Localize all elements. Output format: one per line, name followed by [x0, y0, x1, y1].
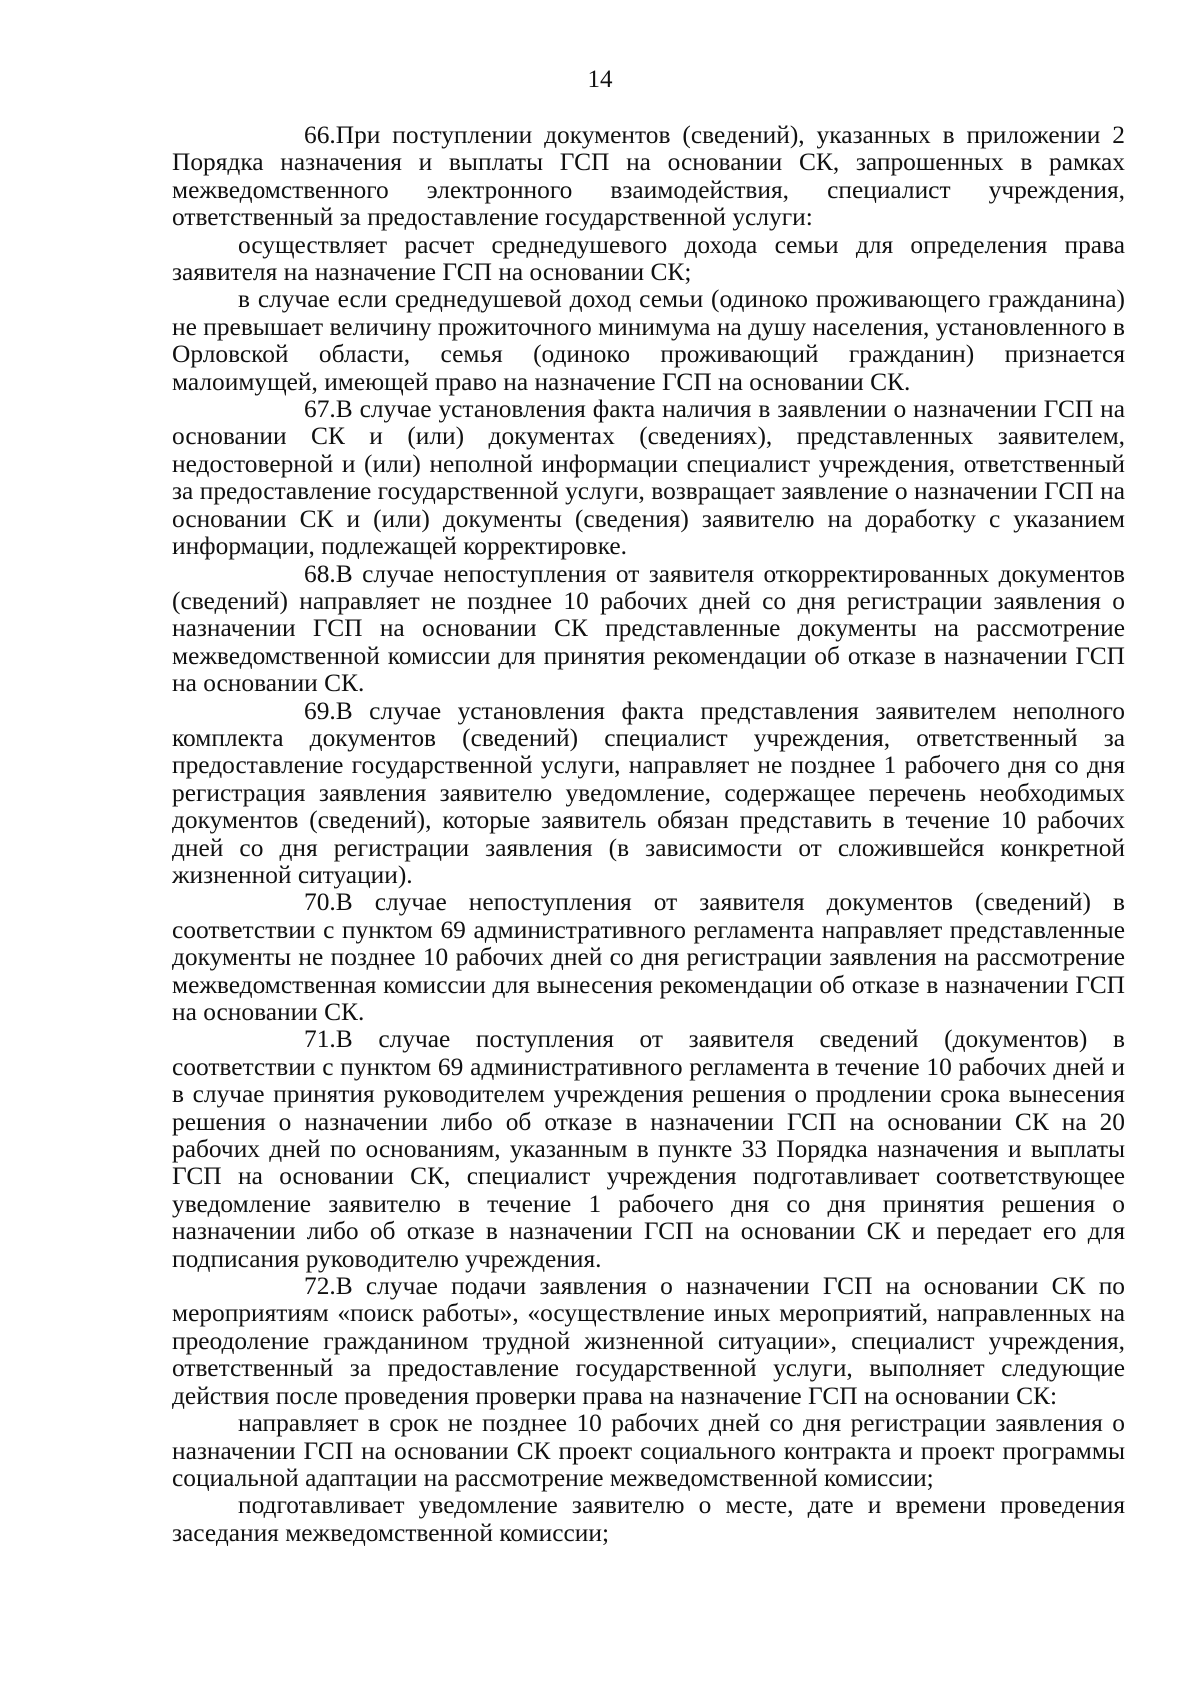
paragraph-text: В случае поступления от заявителя сведений (документов) в соответствии с пунктом 69 административного регламента в течение 10 рабочих дней и в случае принятия руководителем учреждения решения о продлении срока вынесения решения о назначении либо об отказе в назначении ГСП на основании СК на 20 рабочих дней по основаниям, указанным в пункте 33 Порядка назначения и выплаты ГСП на основании СК, специалист учреждения подготавливает соответствующее уведомление заявителю в течение 1 рабочего дня со дня принятия решения о назначении либо об отказе в назначении ГСП на основании СК и передает его для подписания руководителю учреждения.: [172, 1025, 1125, 1273]
paragraph-67: [172, 396, 1125, 560]
paragraph-text: В случае установления факта представления заявителем неполного комплекта документов (сведений) специалист учреждения, ответственный за предоставление государственной услуги, направляет не позднее 1 рабочего дня со дня регистрация заявления заявителю уведомление, содержащее перечень необходимых документов (сведений), которые заявитель обязан представить в течение 10 рабочих дней со дня регистрации заявления (в зависимости от сложившейся конкретной жизненной ситуации).: [172, 696, 1125, 889]
paragraph-number: 68.: [304, 559, 336, 588]
paragraph-66-item-1: [172, 232, 1125, 287]
paragraph-number: 69.: [304, 696, 336, 725]
paragraph-70: [172, 889, 1125, 1026]
paragraph-text: В случае непоступления от заявителя откорректированных документов (сведений) направляет не позднее 10 рабочих дней со дня регистрации заявления о назначении ГСП на основании СК представленные документы на рассмотрение межведомственной комиссии для принятия рекомендации об отказе в назначении ГСП на основании СК.: [172, 559, 1125, 698]
paragraph-72-item-1: [172, 1410, 1125, 1492]
paragraph-66: [172, 122, 1125, 232]
paragraph-72-item-2: [172, 1492, 1125, 1547]
paragraph-number: 70.: [304, 888, 336, 917]
paragraph-text: В случае установления факта наличия в заявлении о назначении ГСП на основании СК и (или) документах (сведениях), представленных заявителем, недостоверной и (или) неполной информации специалист учреждения, ответственный за предоставление государственной услуги, возвращает заявление о назначении ГСП на основании СК и (или) документы (сведения) заявителю на доработку с указанием информации, подлежащей корректировке.: [172, 395, 1125, 561]
paragraph-text: осуществляет расчет среднедушевого дохода семьи для определения права заявителя на назначение ГСП на основании СК;: [172, 230, 1125, 287]
paragraph-68: [172, 561, 1125, 698]
paragraph-text: подготавливает уведомление заявителю о месте, дате и времени проведения заседания межведомственной комиссии;: [172, 1491, 1125, 1547]
paragraph-number: 72.: [304, 1272, 336, 1301]
paragraph-text: В случае подачи заявления о назначении ГСП на основании СК по мероприятиям «поиск работы», «осуществление иных мероприятий, направленных на преодоление гражданином трудной жизненной ситуации», специалист учреждения, ответственный за предоставление государственной услуги, выполняет следующие действия после проведения проверки права на назначение ГСП на основании СК:: [172, 1272, 1125, 1410]
paragraph-72: [172, 1273, 1125, 1410]
paragraph-text: В случае непоступления от заявителя документов (сведений) в соответствии с пунктом 69 административного регламента направляет представленные документы не позднее 10 рабочих дней со дня регистрации заявления на рассмотрение межведомственная комиссии для вынесения рекомендации об отказе в назначении ГСП на основании СК.: [172, 888, 1125, 1026]
document-body: [172, 122, 1125, 1547]
paragraph-number: 71.: [304, 1025, 336, 1054]
paragraph-66-item-2: [172, 286, 1125, 396]
paragraph-text: При поступлении документов (сведений), указанных в приложении 2 Порядка назначения и выплаты ГСП на основании СК, запрошенных в рамках межведомственного электронного взаимодействия, специалист учреждения, ответственный за предоставление государственной услуги:: [172, 121, 1125, 232]
paragraph-text: в случае если среднедушевой доход семьи (одиноко проживающего гражданина) не превышает величину прожиточного минимума на душу населения, установленного в Орловской области, семья (одиноко проживающий гражданин) признается малоимущей, имеющей право на назначение ГСП на основании СК.: [172, 285, 1125, 396]
paragraph-71: [172, 1026, 1125, 1273]
paragraph-number: 67.: [304, 395, 336, 424]
page-number: 14: [587, 66, 613, 93]
paragraph-text: направляет в срок не позднее 10 рабочих дней со дня регистрации заявления о назначении ГСП на основании СК проект социального контракта и проект программы социальной адаптации на рассмотрение межведомственной комиссии;: [172, 1409, 1125, 1492]
paragraph-69: [172, 698, 1125, 890]
paragraph-number: 66.: [304, 121, 336, 149]
